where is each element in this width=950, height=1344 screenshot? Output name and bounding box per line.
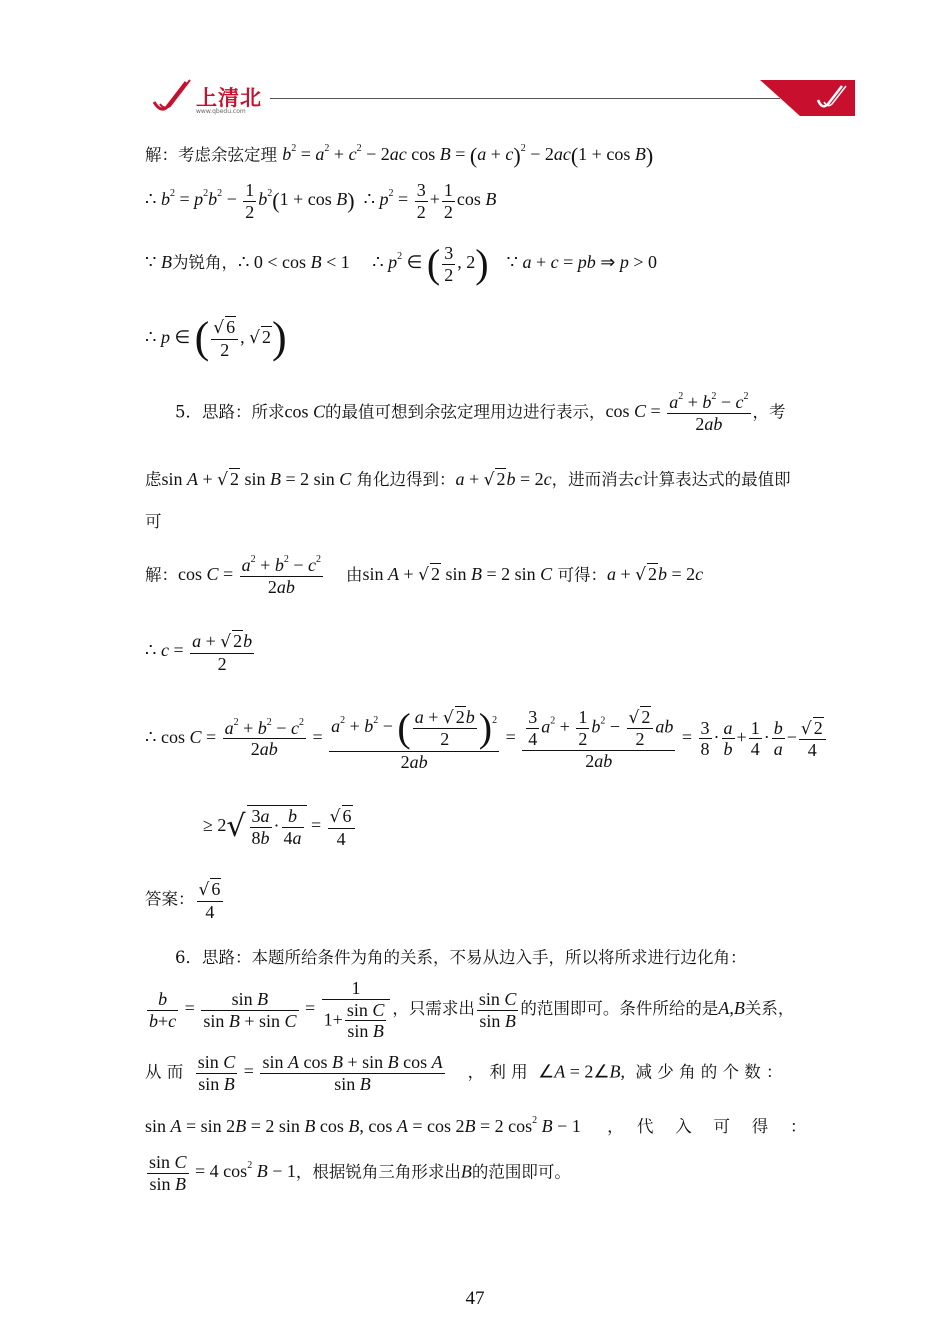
- solution-line-1: 解：考虑余弦定理 $b^2 = a^2 + c^2 - 2ac$ $\cos B = (a + c)^2 - 2ac(1 + \cos B)$: [145, 143, 654, 168]
- q6-thought-line-3: 从 而 $\frac{\text{sin C}}{\text{sin B}}$ = $\frac{\text{sin A cos B + sin B cos A}}{\text{sin B}}$ ， 利 用 ∠A = 2∠B, 减 少 角 的 个 数 ：: [145, 1052, 783, 1094]
- text: 的最值可想到余弦定理用边进行表示，: [325, 402, 606, 422]
- answer-label: 答案：: [145, 889, 195, 909]
- text: 的范围即可。条件所给的是: [520, 999, 719, 1019]
- text: 5．思路：所求: [175, 402, 285, 422]
- q6-thought-line-5: $\frac{\text{sin C}}{\text{sin B}}$ = 4 $\cos^2 B - 1$，根据锐角三角形求出B的范围即可。: [149, 1152, 571, 1194]
- text: ， 利 用: [467, 1062, 528, 1082]
- text: 角化边得到：: [356, 470, 456, 489]
- text: 解：考虑余弦定理: [145, 145, 277, 165]
- q5-answer-line: 答案： $\frac{√ 6}{4}$: [145, 878, 225, 922]
- text: 关系，: [744, 999, 795, 1019]
- text: 为锐角，: [171, 253, 238, 273]
- text: 可得：: [557, 565, 607, 585]
- q6-thought-line-4: sin A = sin 2B = 2 sin B cos B, cos A = cos 2B = 2 $\cos^2 B - 1$ ， 代 入 可 得 ：: [145, 1115, 807, 1136]
- text: 6．思路：本题所给条件为角的关系，不易从边入手，所以将所求进行边化角：: [175, 948, 747, 967]
- logo-url: www.qbedu.com: [196, 108, 246, 115]
- solution-line-4: ∴ p ∈ ( $\frac{√ 6}{2}$ , √ 2): [145, 313, 287, 362]
- solution-line-2: ∴ $b^2 = p^2b^2$ − $\frac{1}{2}$ $b^2(1 + \cos B)$ ∴ $p^2$ = $\frac{3}{2}$ + $\frac{1}{2}$ cos B: [145, 180, 497, 222]
- text: 从 而: [145, 1062, 184, 1082]
- logo-text: 上清北: [196, 86, 262, 110]
- q5-solution-line-1: 解：cos C = $\frac{a^2 + b^2 - c^2}{2ab}$ 由sin A + √ 2 sin B = 2 sin C 可得：a + √ 2b = 2c: [145, 554, 704, 597]
- text: 可: [145, 512, 162, 531]
- text: 由: [345, 565, 363, 585]
- solution-line-3: ∵ B为锐角，∴ 0 < cos B < 1 ∴ $p^2$ ∈ ( $\frac{3}{2}$ , 2) ∵ a + c = pb ⇒ p > 0: [145, 241, 658, 286]
- q5-thought-line-3: [145, 512, 162, 532]
- q5-solution-line-4: ≥ 2√ $\frac{3a}{8b}$ · $\frac{b}{4a}$ = $\frac{√ 6}{4}$: [203, 805, 357, 849]
- q5-solution-line-3: ∴ cos C = $\frac{a^2 + b^2 - c^2}{2ab}$ = $a^2 + b^2$ − ( $\frac{a + √ 2b}{2}$ )$^2$ 2ab = $\frac{3}{4}$ $a^2$ + $\frac{1}{2}$ $b^2$ − $\frac{√ 2}{2}$ ab 2ab = $\frac{3}{8}$ · $\frac{a}{b}$ + $\frac{1}{4}$ · $\frac{b}{a}$ − $\frac{√ 2}{4}$: [145, 705, 828, 773]
- q6-thought-line-2: $\frac{b}{b+c}$ = $\frac{\text{sin B}}{\text{sin B + sin C}}$ = 1 1+ $\frac{\text{sin C}}{\text{sin B}}$ ，只需求出 $\frac{\text{sin C}}{\text{sin B}}$ 的范围即可。条件所给的是A,B关系，: [149, 978, 795, 1042]
- q5-thought-line-2: 虑sin A + √ 2 sin B = 2 sin C 角化边得到：a + √ 2b = 2c，进而消去c计算表达式的最值即: [145, 469, 791, 490]
- text: ，进而消去: [551, 470, 635, 489]
- text: ， 代 入 可 得 ：: [607, 1117, 807, 1136]
- q5-solution-line-2: ∴ c = $\frac{a + √ 2b}{2}$: [145, 631, 253, 674]
- text: 解：: [145, 565, 178, 585]
- text: 的范围即可。: [471, 1162, 571, 1182]
- text: ，只需求出: [392, 999, 475, 1019]
- q5-thought-line-1: 5．思路：所求cos C的最值可想到余弦定理用边进行表示，cos C = $\frac{a^2 + b^2 - c^2}{2ab}$ ，考: [175, 391, 786, 434]
- text: ，根据锐角三角形求出: [295, 1162, 461, 1182]
- text: ，考: [752, 402, 786, 422]
- text: 减 少 角 的 个 数 ：: [635, 1062, 783, 1082]
- page-number: 47: [465, 1288, 485, 1309]
- q6-thought-line-1: [175, 948, 747, 968]
- text: 计算表达式的最值即: [642, 470, 791, 489]
- text: 虑: [145, 470, 162, 489]
